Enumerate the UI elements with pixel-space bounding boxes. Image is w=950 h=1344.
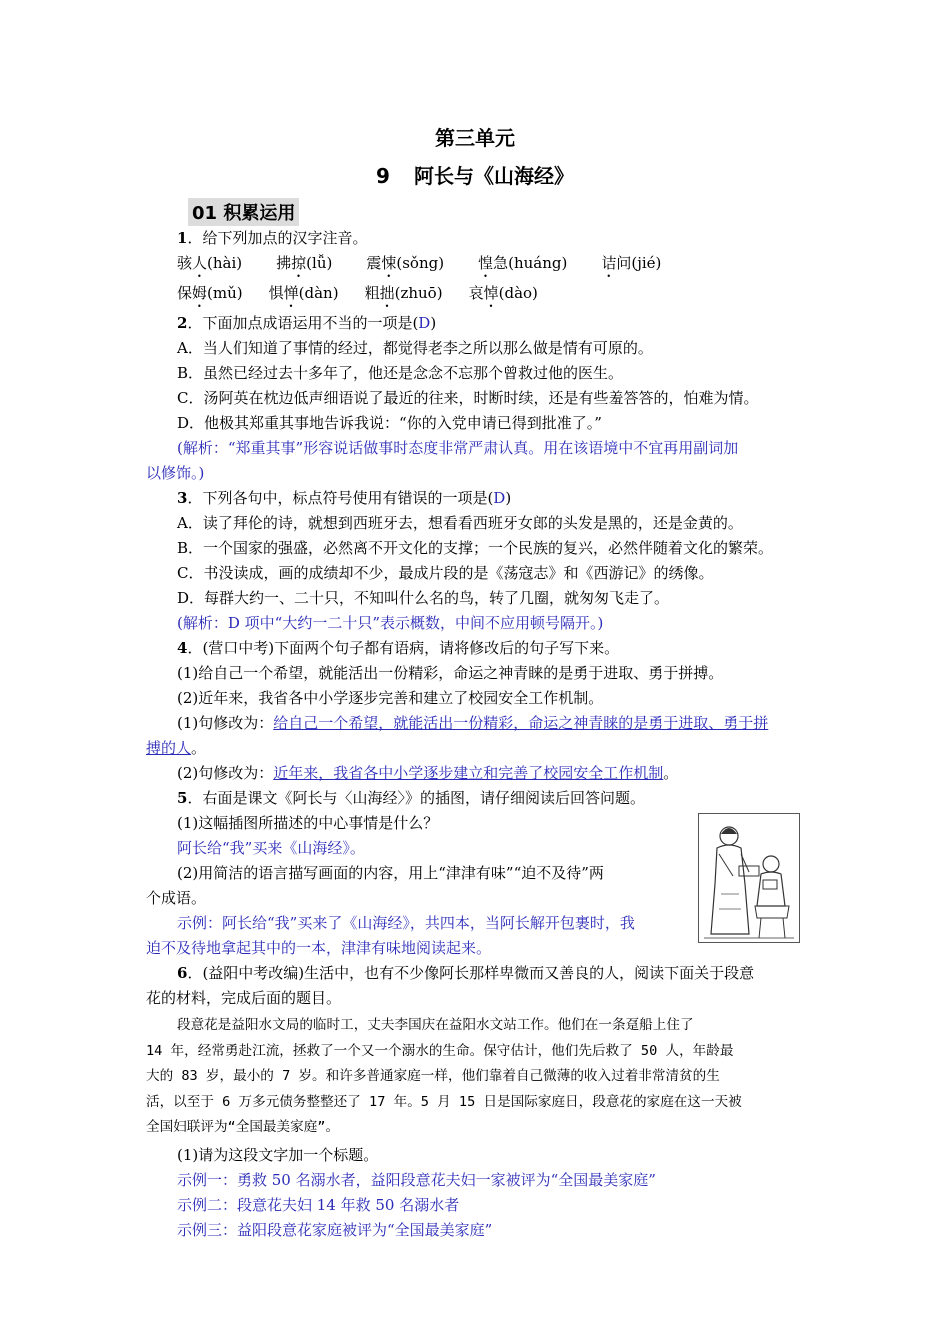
lesson-number: 9 xyxy=(376,164,390,188)
q2-answer: D xyxy=(418,314,431,332)
q6-example: 示例一：勇救 50 名溺水者，益阳段意花夫妇一家被评为“全国最美家庭” xyxy=(177,1170,656,1189)
lesson-name: 阿长与《山海经》 xyxy=(413,164,574,188)
pinyin-item: 拂掠(lǚ) xyxy=(276,254,333,272)
q3-analysis: (解析：D 项中“大约一二十只”表示概数，中间不应用顿号隔开。) xyxy=(177,614,604,632)
passage-line: 14 年，经常勇赴江流，拯救了一个又一个溺水的生命。保守估计，他们先后救了 50 人，年龄最 xyxy=(146,1042,734,1059)
q5-sub2-cont: 个成语。 xyxy=(146,889,207,907)
q3-option: B．一个国家的强盛，必然离不开文化的支撑；一个民族的复兴，必然伴随着文化的繁荣。 xyxy=(177,539,774,557)
unit-title: 第三单元 xyxy=(435,126,515,150)
q3-stem: 3．下列各句中，标点符号使用有错误的一项是(D) xyxy=(177,489,512,507)
q2-analysis-cont: 以修饰。) xyxy=(146,464,205,482)
q4-sentence: (2)近年来，我省各中小学逐步完善和建立了校园安全工作机制。 xyxy=(177,689,604,707)
q5-ans1: 阿长给“我”买来《山海经》。 xyxy=(177,839,365,857)
passage-line: 活，以至于 6 万多元债务整整还了 17 年。5 月 15 日是国际家庭日，段意花的家庭在这一天被 xyxy=(146,1093,742,1110)
pinyin-item: 惧惮(dàn) xyxy=(268,284,339,302)
pinyin-item: 惶急(huáng) xyxy=(478,254,568,272)
section-heading: 01 积累运用 xyxy=(188,198,299,226)
pinyin-item: 震悚(sǒng) xyxy=(366,254,445,272)
q6-stem-cont: 花的材料，完成后面的题目。 xyxy=(146,989,342,1007)
q4-answer1: (1)句修改为：给自己一个希望，就能活出一份精彩，命运之神青睐的是勇于进取、勇于拼 xyxy=(177,714,769,732)
pinyin-item: 粗拙(zhuō) xyxy=(364,284,443,302)
q3-option: C．书没读成，画的成绩却不少，最成片段的是《荡寇志》和《西游记》的绣像。 xyxy=(177,564,714,582)
q1-stem: 1．给下列加点的汉字注音。 xyxy=(177,229,368,247)
passage-line: 全国妇联评为“全国最美家庭”。 xyxy=(146,1119,340,1135)
questions-body xyxy=(146,226,810,1243)
pinyin-item: 保姆(mǔ) xyxy=(177,284,243,302)
q2-option: A．当人们知道了事情的经过，都觉得老李之所以那么做是情有可原的。 xyxy=(177,339,653,357)
q3-answer: D xyxy=(493,489,506,507)
q2-analysis: (解析：“郑重其事”形容说话做事时态度非常严肃认真。用在该语境中不宜再用副词加 xyxy=(177,439,739,457)
q2-option: C．汤阿英在枕边低声细语说了最近的往来，时断时续，还是有些羞答答的，怕难为情。 xyxy=(177,389,759,407)
q1-row1 xyxy=(146,251,810,281)
q3-option: D．每群大约一、二十只，不知叫什么名的鸟，转了几圈，就匆匆飞走了。 xyxy=(177,589,670,607)
pinyin-item: 哀悼(dào) xyxy=(468,284,538,302)
q5-stem: 5．右面是课文《阿长与〈山海经〉》的插图，请仔细阅读后回答问题。 xyxy=(177,789,645,807)
lesson-title xyxy=(0,160,950,189)
pinyin-item: 骇人(hài) xyxy=(177,254,243,272)
q6-example: 示例三：益阳段意花家庭被评为“全国最美家庭” xyxy=(177,1220,493,1239)
q4-stem: 4．(营口中考)下面两个句子都有语病，请将修改后的句子写下来。 xyxy=(177,639,620,657)
q2-option: B．虽然已经过去十多年了，他还是念念不忘那个曾救过他的医生。 xyxy=(177,364,624,382)
q2-option: D．他极其郑重其事地告诉我说：“你的入党申请已得到批准了。” xyxy=(177,414,602,432)
passage-line: 段意花是益阳水文局的临时工，丈夫李国庆在益阳水文站工作。他们在一条趸船上住了 xyxy=(177,1017,694,1033)
passage-line: 大的 83 岁，最小的 7 岁。和许多普通家庭一样，他们靠着自己微薄的收入过着非常清贫的生 xyxy=(146,1068,720,1084)
q3-option: A．读了拜伦的诗，就想到西班牙去，想看看西班牙女郎的头发是黑的，还是金黄的。 xyxy=(177,514,743,532)
q2-stem: 2．下面加点成语运用不当的一项是(D) xyxy=(177,314,437,332)
q5-ans2: 示例：阿长给“我”买来了《山海经》，共四本，当阿长解开包裹时，我 xyxy=(177,914,635,932)
q4-sentence: (1)给自己一个希望，就能活出一份精彩，命运之神青睐的是勇于进取、勇于拼搏。 xyxy=(177,664,724,682)
q5-sub2: (2)用简洁的语言描写画面的内容，用上“津津有味”“迫不及待”两 xyxy=(177,864,604,882)
q6-stem: 6．(益阳中考改编)生活中，也有不少像阿长那样卑微而又善良的人，阅读下面关于段意 xyxy=(177,964,755,982)
q5-block xyxy=(146,786,810,961)
q5-sub1: (1)这幅插图所描述的中心事情是什么？ xyxy=(177,814,439,832)
q4-answer2: (2)句修改为：近年来，我省各中小学逐步建立和完善了校园安全工作机制。 xyxy=(177,764,679,782)
reading-passage xyxy=(146,1013,810,1141)
q1-row2 xyxy=(146,281,810,311)
q4-answer1-cont: 搏的人。 xyxy=(146,739,207,757)
q6-sub1: (1)请为这段文字加一个标题。 xyxy=(177,1145,379,1164)
q5-ans2-cont: 迫不及待地拿起其中的一本，津津有味地阅读起来。 xyxy=(146,939,492,957)
illustration-drawing xyxy=(699,814,799,942)
illustration-image xyxy=(698,813,800,943)
q6-example: 示例二：段意花夫妇 14 年救 50 名溺水者 xyxy=(177,1195,460,1214)
pinyin-item: 诘问(jié) xyxy=(601,254,662,272)
